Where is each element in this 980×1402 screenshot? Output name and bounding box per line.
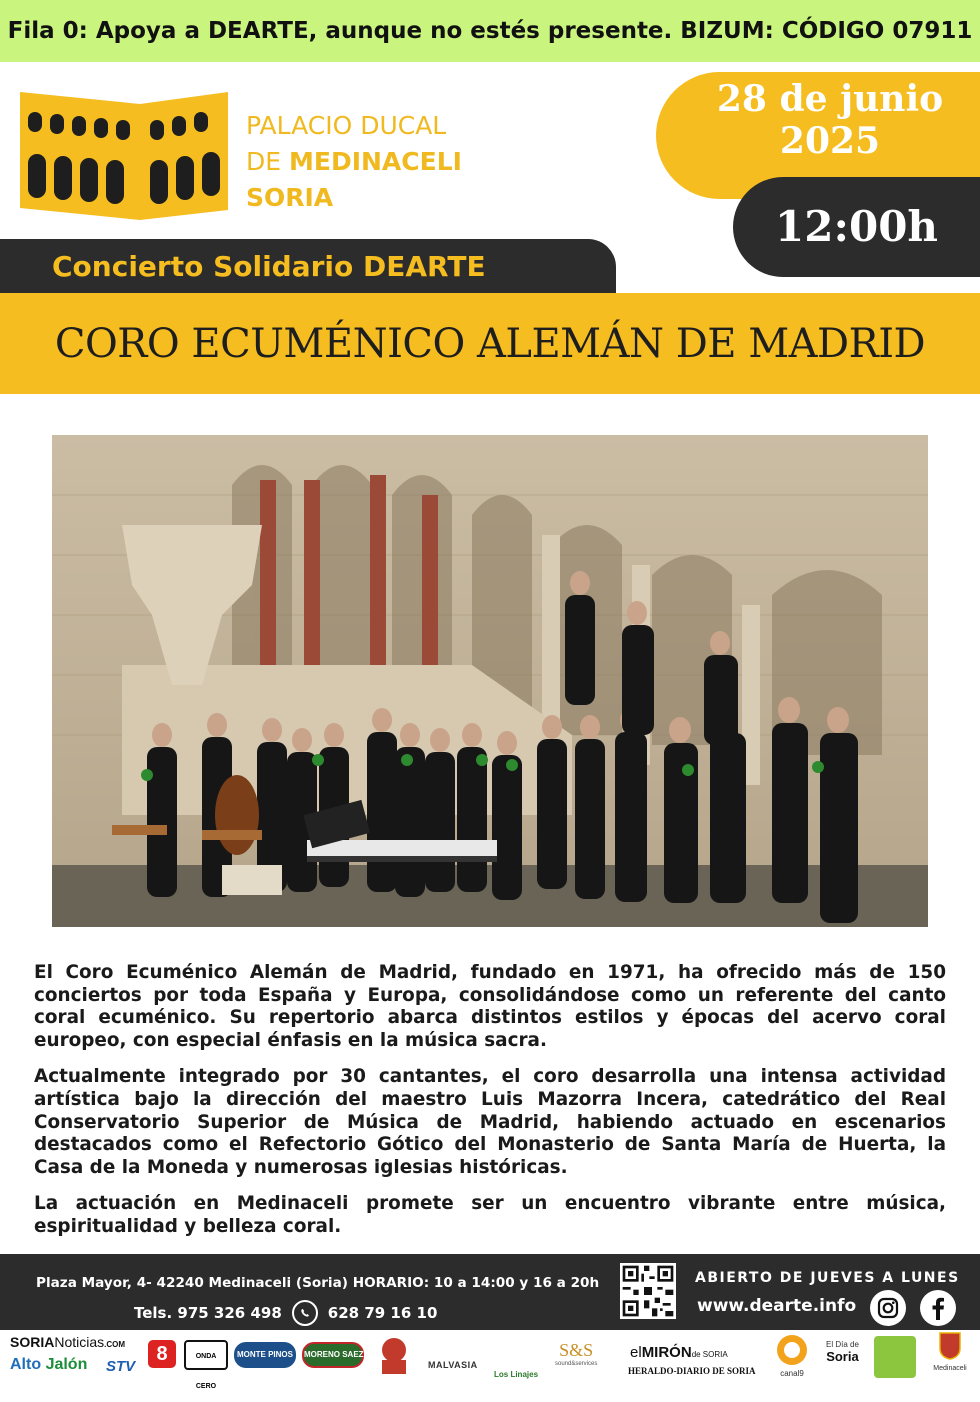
sponsor-moreno-saez: MORENO SAEZ xyxy=(302,1342,364,1368)
description-paragraph-2: Actualmente integrado por 30 cantantes, el coro desarrolla una intensa actividad artística bajo la dirección del maestro Luis Mazorra Incera, catedrático del Real Conservatorio Superior de Música de Madrid, habiendo actuado en escenarios destacados como el Refectorio Gótico del Monasterio de Santa María de Huerta, la Casa de la Moneda y numerosas iglesias históricas. xyxy=(34,1066,946,1178)
canal9-logo xyxy=(776,1334,808,1366)
description-paragraph-1: El Coro Ecuménico Alemán de Madrid, fundado en 1971, ha ofrecido más de 150 conciertos por toda España y Europa, consolidándose como un referente del canto coral ecuménico. Su repertorio abarca distintos estilos y épocas del acervo coral europeo, con especial énfasis en la música sacra. xyxy=(34,962,946,1051)
event-time: 12:00h xyxy=(775,202,938,251)
sponsor-canal9: canal9 xyxy=(774,1334,810,1378)
top-banner xyxy=(0,0,980,62)
series-label: Concierto Solidario DEARTE xyxy=(52,250,486,283)
sponsor-el-miron: elMIRÓNde SORIA xyxy=(630,1344,728,1361)
whatsapp-icon[interactable] xyxy=(292,1300,318,1326)
opening-days: ABIERTO DE JUEVES A LUNES xyxy=(695,1270,960,1286)
sponsor-monte-pinos: MONTE PINOS xyxy=(234,1342,296,1368)
sponsor-el-dia-de-soria: El Día de Soria xyxy=(826,1340,859,1364)
whatsapp-number[interactable]: 628 79 16 10 xyxy=(327,1304,438,1322)
title-banner xyxy=(0,293,980,394)
venue-line-2: DE MEDINACELI xyxy=(246,147,462,176)
almacen-logo xyxy=(374,1334,414,1380)
address-hours: Plaza Mayor, 4- 42240 Medinaceli (Soria) HORARIO: 10 a 14:00 y 16 a 20h xyxy=(36,1275,600,1291)
sponsor-alto-jalon: Alto Jalón xyxy=(10,1356,88,1373)
website-link[interactable]: www.dearte.info xyxy=(697,1296,857,1316)
sponsor-s-and-s: S&S sound&services xyxy=(555,1340,598,1367)
sponsor-soria-noticias: SORIANoticias.COM xyxy=(10,1334,126,1350)
phone-row xyxy=(134,1300,437,1326)
qr-code[interactable] xyxy=(620,1263,676,1319)
sponsor-stv: STV xyxy=(106,1358,136,1375)
sponsor-onda-cero: ONDA CERO xyxy=(184,1340,228,1370)
bizum-message: Fila 0: Apoya a DEARTE, aunque no estés presente. BIZUM: CÓDIGO 07911 xyxy=(7,18,973,44)
event-title: CORO ECUMÉNICO ALEMÁN DE MADRID xyxy=(54,320,926,367)
description-paragraph-3: La actuación en Medinaceli promete ser un encuentro vibrante entre música, espiritualidad y belleza coral. xyxy=(34,1193,946,1237)
facebook-icon[interactable] xyxy=(920,1290,956,1326)
sponsor-strip xyxy=(0,1330,980,1390)
instagram-icon[interactable] xyxy=(870,1290,906,1326)
venue-line-1: PALACIO DUCAL xyxy=(246,111,447,140)
sponsor-heraldo: HERALDO-DIARIO DE SORIA xyxy=(628,1366,756,1376)
sponsor-green-logo xyxy=(874,1336,916,1378)
sponsor-los-linajes: Los Linajes xyxy=(494,1370,539,1379)
sponsor-medinaceli: Medinaceli xyxy=(930,1332,970,1372)
venue-line-3: SORIA xyxy=(246,183,334,212)
description xyxy=(34,962,946,1253)
choir-photo xyxy=(52,435,928,927)
medinaceli-crest xyxy=(939,1332,961,1360)
sponsor-8: 8 xyxy=(148,1340,176,1368)
phone-number[interactable]: Tels. 975 326 498 xyxy=(134,1304,282,1322)
event-date: 28 de junio 2025 xyxy=(716,78,944,162)
sponsor-el-almacen xyxy=(374,1334,414,1380)
venue-name xyxy=(246,108,462,216)
palace-arcade-logo xyxy=(20,92,228,220)
sponsor-malvasia: MALVASIA xyxy=(428,1360,478,1370)
